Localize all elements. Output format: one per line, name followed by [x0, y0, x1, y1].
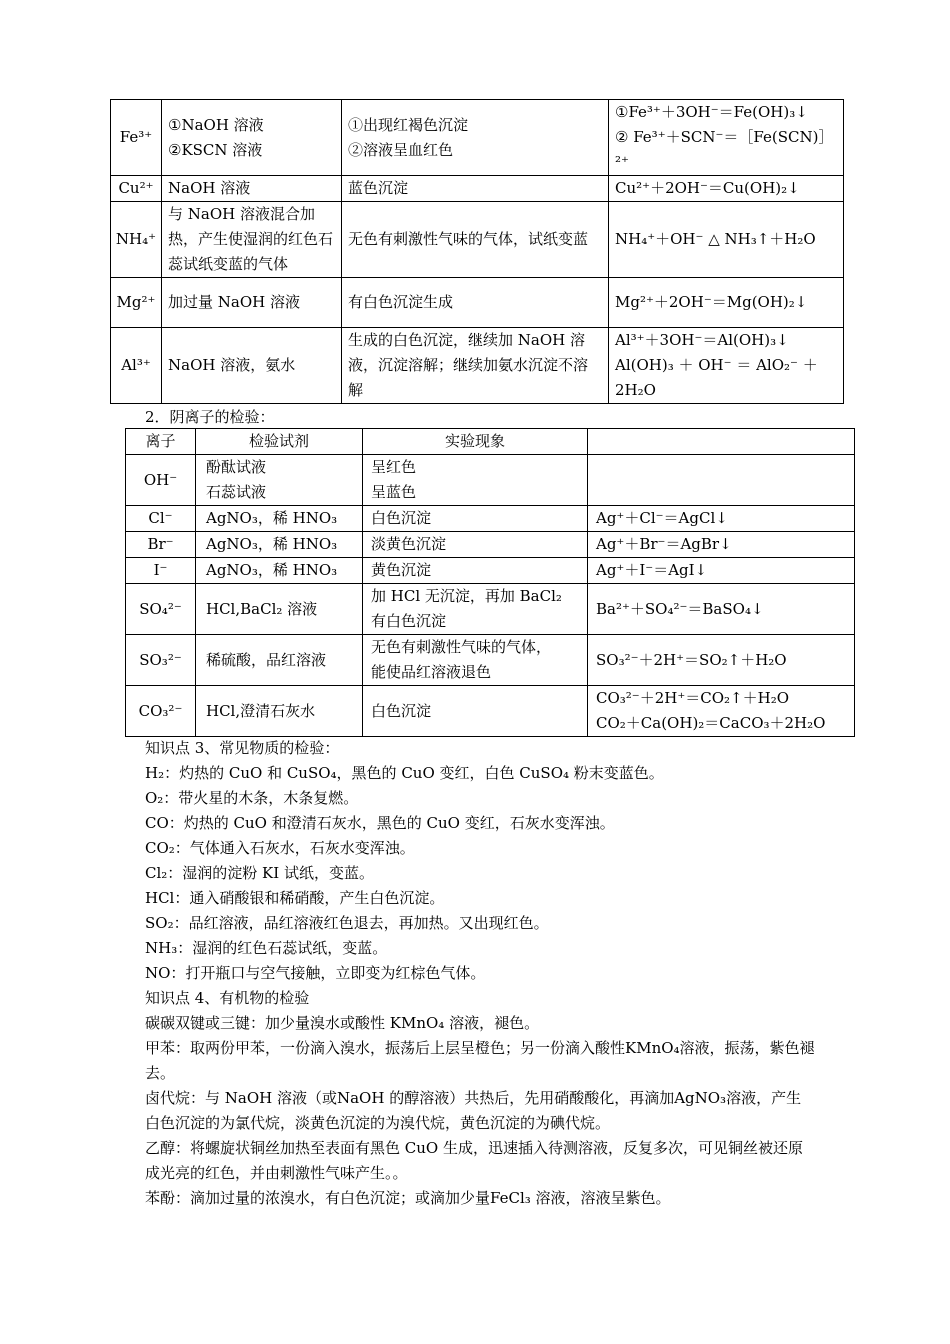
ion-cell-line: Cl⁻: [148, 509, 173, 527]
ion-cell-line: OH⁻: [143, 470, 178, 489]
ion-cell-line: Br⁻: [147, 535, 174, 553]
phenomenon-cell-line: 无色有刺激性气味的气体，: [371, 638, 552, 656]
ion-cell: [126, 506, 196, 532]
phenomenon-cell-line: 淡黄色沉淀: [371, 535, 447, 553]
phenomenon-cell-line: 白色沉淀: [371, 701, 432, 720]
ion-cell: [111, 202, 162, 278]
equation-cell-line: Ag⁺＋I⁻＝AgI↓: [596, 561, 708, 579]
table-row: [111, 202, 844, 278]
list-item: HCl：通入硝酸银和稀硝酸，产生白色沉淀。: [145, 889, 445, 907]
reagent-cell: [162, 100, 342, 176]
phenomenon-cell: [363, 584, 588, 635]
reagent-cell-line: AgNO₃，稀 HNO₃: [206, 535, 338, 553]
phenomenon-cell: [342, 278, 609, 328]
list-item: 卤代烷：与 NaOH 溶液（或NaOH 的醇溶液）共热后，先用硝酸酸化，再滴加AgNO₃溶液，产生白色沉淀的为氯代烷，淡黄色沉淀的为溴代烷，黄色沉淀的为碘代烷。: [145, 1089, 802, 1132]
equation-cell: [588, 558, 855, 584]
table-row: [126, 686, 855, 737]
ion-cell: [111, 176, 162, 202]
ion-cell-line: SO₄²⁻: [139, 599, 182, 618]
equation-cell: [588, 635, 855, 686]
table-row: [111, 100, 844, 176]
phenomenon-cell-line: 有白色沉淀: [371, 612, 447, 630]
equation-cell-line: Cu²⁺＋2OH⁻＝Cu(OH)₂↓: [615, 179, 800, 197]
reagent-cell-line: ①NaOH 溶液: [168, 115, 264, 134]
reagent-cell-line: 石蕊试液: [206, 483, 267, 501]
reagent-cell: [162, 278, 342, 328]
reagent-cell-line: AgNO₃，稀 HNO₃: [206, 509, 338, 527]
ion-cell-line: CO₃²⁻: [138, 701, 183, 720]
equation-cell-line: Ag⁺＋Br⁻＝AgBr↓: [596, 535, 732, 553]
equation-cell: [588, 686, 855, 737]
ion-cell-line: Cu²⁺: [118, 179, 154, 197]
reagent-cell-line: ②KSCN 溶液: [168, 140, 263, 159]
column-header: 离子: [126, 429, 196, 455]
phenomenon-cell-line: 加 HCl 无沉淀，再加 BaCl₂: [371, 587, 562, 605]
column-header: [588, 429, 855, 455]
reagent-cell: [162, 328, 342, 404]
list-item: SO₂：品红溶液，品红溶液红色退去，再加热。又出现红色。: [145, 914, 549, 932]
phenomenon-cell: [342, 100, 609, 176]
reagent-cell: [196, 558, 363, 584]
equation-cell: [609, 100, 844, 176]
phenomenon-cell-line: ①出现红褐色沉淀: [348, 115, 469, 134]
phenomenon-cell-line: ②溶液呈血红色: [348, 140, 454, 159]
phenomenon-cell: [342, 202, 609, 278]
reagent-cell: [162, 176, 342, 202]
phenomenon-cell-line: 呈蓝色: [371, 483, 417, 501]
ion-cell: [126, 635, 196, 686]
phenomenon-cell: [363, 532, 588, 558]
reagent-cell: [196, 584, 363, 635]
reagent-cell-line: AgNO₃，稀 HNO₃: [206, 561, 338, 579]
ion-cell: [126, 584, 196, 635]
table-row: [111, 328, 844, 404]
equation-cell-line: Al(OH)₃ ＋ OH⁻ ＝ AlO₂⁻ ＋ 2H₂O: [615, 356, 818, 399]
list-item: 碳碳双键或三键：加少量溴水或酸性 KMnO₄ 溶液，褪色。: [145, 1014, 540, 1032]
ion-cell-line: Mg²⁺: [116, 293, 156, 311]
ion-cell: [126, 455, 196, 506]
column-header: 检验试剂: [196, 429, 363, 455]
cation-test-table: [110, 99, 844, 404]
reagent-cell-line: 加过量 NaOH 溶液: [168, 293, 300, 311]
knowledge4-title: 知识点 4、有机物的检验: [145, 989, 310, 1007]
table-row: [126, 584, 855, 635]
phenomenon-cell: [363, 635, 588, 686]
phenomenon-cell-line: 白色沉淀: [371, 509, 432, 527]
ion-cell: [126, 558, 196, 584]
equation-cell: [588, 584, 855, 635]
reagent-cell: [196, 506, 363, 532]
list-item: CO₂：气体通入石灰水，石灰水变浑浊。: [145, 839, 415, 857]
list-item: NO：打开瓶口与空气接触，立即变为红棕色气体。: [145, 964, 486, 982]
table-row: [126, 532, 855, 558]
table-row: [111, 278, 844, 328]
ion-cell: [111, 100, 162, 176]
ion-cell-line: SO₃²⁻: [139, 650, 182, 669]
list-item: Cl₂：湿润的淀粉 KI 试纸，变蓝。: [145, 864, 374, 882]
equation-cell-line: Mg²⁺＋2OH⁻＝Mg(OH)₂↓: [615, 293, 808, 311]
anion-section-title: 2．阴离子的检验：: [145, 408, 275, 426]
table-row: [126, 455, 855, 506]
reagent-cell-line: NaOH 溶液，氨水: [168, 356, 296, 374]
equation-cell: [588, 506, 855, 532]
phenomenon-cell: [363, 506, 588, 532]
phenomenon-cell: [363, 455, 588, 506]
knowledge3-title: 知识点 3、常见物质的检验：: [145, 739, 340, 757]
ion-cell: [126, 532, 196, 558]
reagent-cell: [196, 686, 363, 737]
equation-cell-line: ①Fe³⁺＋3OH⁻＝Fe(OH)₃↓: [615, 103, 808, 121]
table-row: [126, 635, 855, 686]
list-item: 乙醇：将螺旋状铜丝加热至表面有黑色 CuO 生成，迅速插入待测溶液，反复多次，可见铜丝被还原成光亮的红色，并由刺激性气味产生。。: [145, 1139, 803, 1182]
reagent-cell-line: 稀硫酸，品红溶液: [206, 650, 327, 669]
ion-cell-line: Al³⁺: [121, 356, 151, 374]
reagent-cell: [162, 202, 342, 278]
phenomenon-cell: [342, 328, 609, 404]
ion-cell: [111, 278, 162, 328]
phenomenon-cell: [363, 558, 588, 584]
reagent-cell-line: HCl,澄清石灰水: [206, 701, 316, 720]
ion-cell-line: Fe³⁺: [119, 128, 153, 146]
table-row: [126, 506, 855, 532]
reagent-cell: [196, 455, 363, 506]
reagent-cell: [196, 635, 363, 686]
list-item: 苯酚：滴加过量的浓溴水，有白色沉淀；或滴加少量FeCl₃ 溶液，溶液呈紫色。: [145, 1189, 671, 1207]
ion-cell-line: NH₄⁺: [115, 230, 157, 248]
equation-cell-line: Ag⁺＋Cl⁻＝AgCl↓: [596, 509, 728, 527]
phenomenon-cell-line: 有白色沉淀生成: [348, 293, 454, 311]
column-header: 实验现象: [363, 429, 588, 455]
equation-cell-line: CO₃²⁻＋2H⁺＝CO₂↑＋H₂O: [596, 689, 790, 707]
reagent-cell-line: 酚酞试液: [206, 458, 267, 476]
reagent-cell: [196, 532, 363, 558]
list-item: 甲苯：取两份甲苯，一份滴入溴水，振荡后上层呈橙色；另一份滴入酸性KMnO₄溶液，振荡，紫色褪去。: [145, 1039, 815, 1082]
equation-cell-line: Al³⁺＋3OH⁻＝Al(OH)₃↓: [615, 331, 789, 349]
ion-cell-line: I⁻: [153, 561, 168, 579]
phenomenon-cell-line: 蓝色沉淀: [348, 179, 409, 197]
list-item: NH₃：湿润的红色石蕊试纸，变蓝。: [145, 939, 388, 957]
reagent-cell-line: 与 NaOH 溶液混合加热，产生使湿润的红色石蕊试纸变蓝的气体: [168, 205, 334, 273]
phenomenon-cell: [342, 176, 609, 202]
equation-cell: [609, 328, 844, 404]
ion-cell: [111, 328, 162, 404]
equation-cell: [609, 176, 844, 202]
phenomenon-cell-line: 无色有刺激性气味的气体，试纸变蓝: [348, 230, 589, 248]
equation-cell-line: Ba²⁺＋SO₄²⁻＝BaSO₄↓: [596, 599, 764, 618]
equation-cell: [588, 532, 855, 558]
ion-cell: [126, 686, 196, 737]
table-header-row: [126, 429, 855, 455]
reagent-cell-line: NaOH 溶液: [168, 179, 251, 197]
anion-test-table: [125, 428, 855, 737]
list-item: H₂：灼热的 CuO 和 CuSO₄，黑色的 CuO 变红，白色 CuSO₄ 粉末变蓝色。: [145, 764, 664, 782]
equation-cell: [609, 278, 844, 328]
equation-cell-line: NH₄⁺＋OH⁻ △ NH₃↑＋H₂O: [615, 230, 816, 248]
equation-cell-line: SO₃²⁻＋2H⁺＝SO₂↑＋H₂O: [596, 650, 787, 669]
phenomenon-cell-line: 黄色沉淀: [371, 561, 432, 579]
equation-cell: [588, 455, 855, 506]
phenomenon-cell-line: 生成的白色沉淀，继续加 NaOH 溶液，沉淀溶解；继续加氨水沉淀不溶解: [348, 331, 589, 399]
equation-cell-line: ② Fe³⁺＋SCN⁻＝［Fe(SCN)］²⁺: [615, 128, 834, 171]
phenomenon-cell-line: 呈红色: [371, 458, 417, 476]
phenomenon-cell: [363, 686, 588, 737]
list-item: CO：灼热的 CuO 和澄清石灰水，黑色的 CuO 变红，石灰水变浑浊。: [145, 814, 615, 832]
table-row: [126, 558, 855, 584]
phenomenon-cell-line: 能使品红溶液退色: [371, 663, 492, 681]
list-item: O₂：带火星的木条，木条复燃。: [145, 789, 359, 807]
reagent-cell-line: HCl,BaCl₂ 溶液: [206, 599, 318, 618]
table-row: [111, 176, 844, 202]
equation-cell-line: CO₂＋Ca(OH)₂＝CaCO₃＋2H₂O: [596, 714, 826, 732]
equation-cell: [609, 202, 844, 278]
